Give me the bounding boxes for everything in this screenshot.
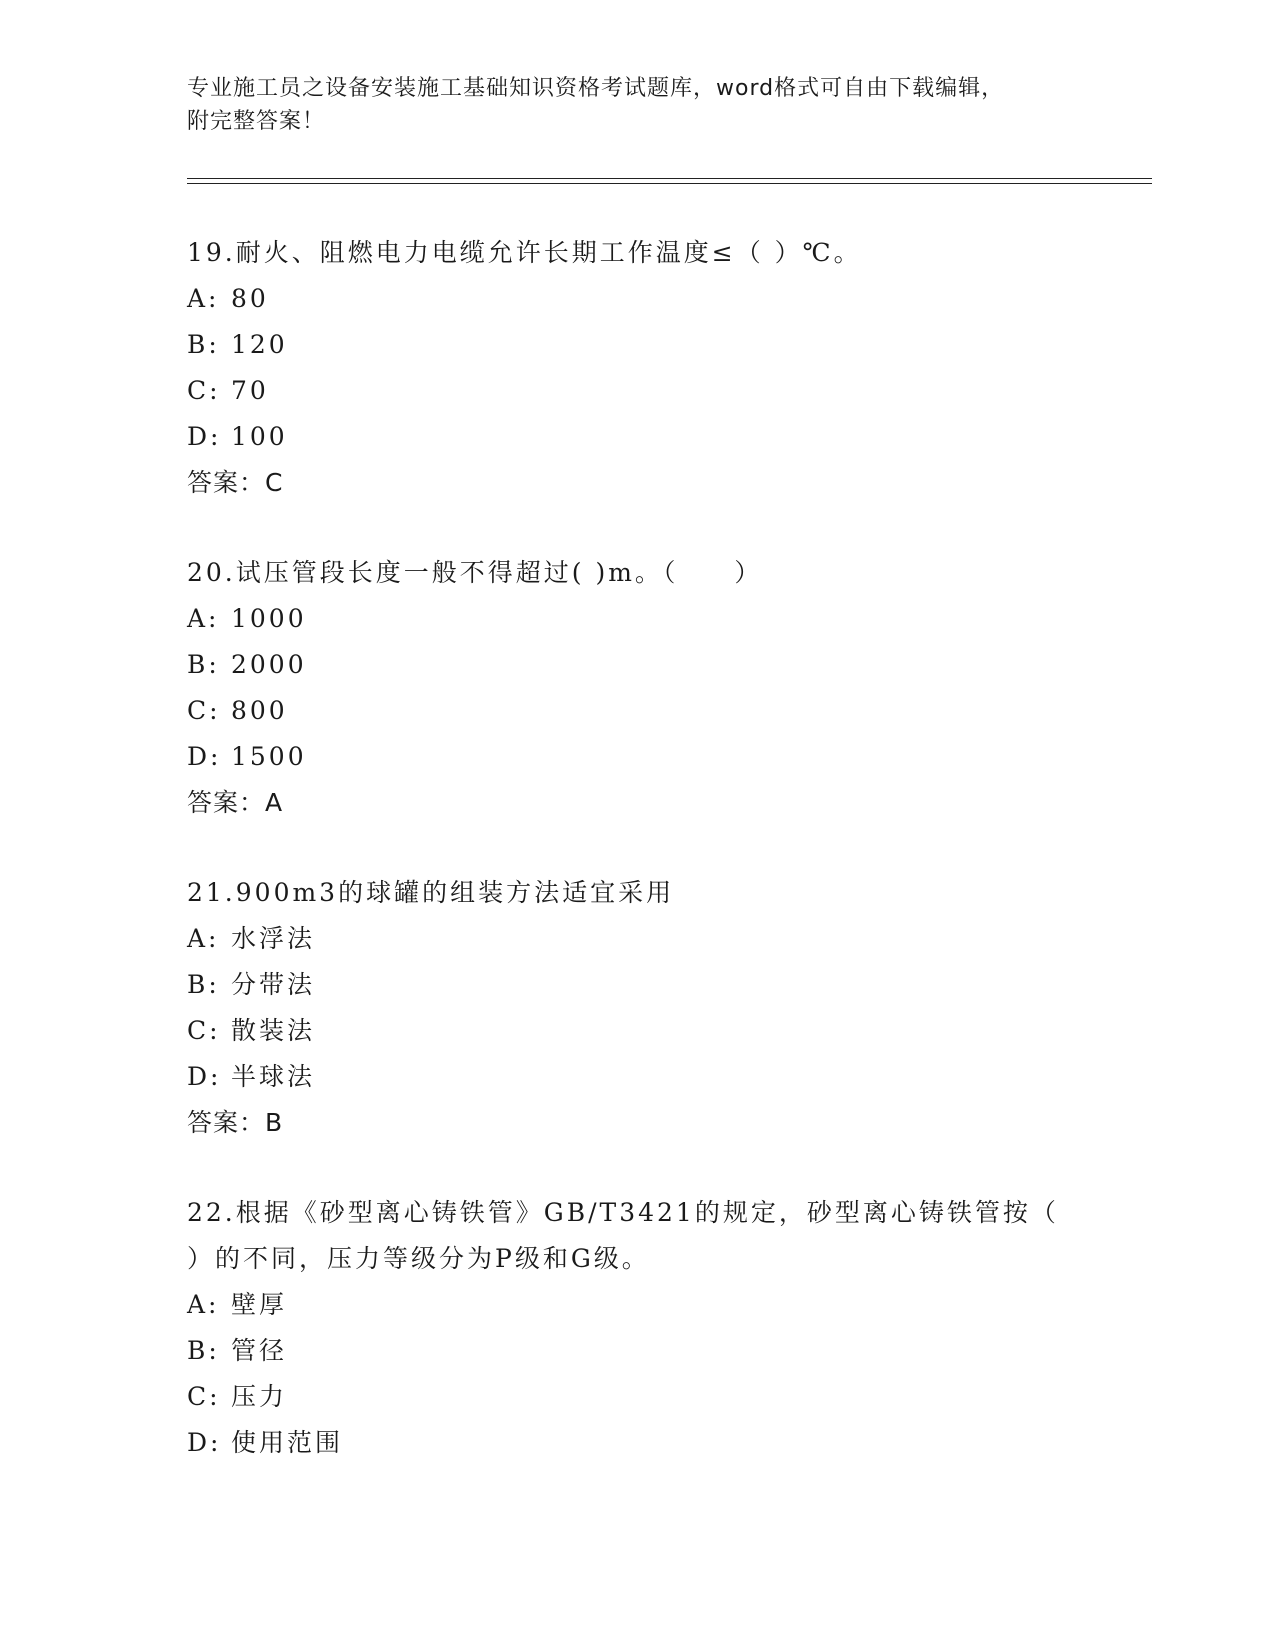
option-d bbox=[187, 1054, 1087, 1100]
question-21 bbox=[187, 870, 1087, 1146]
option-text: 1000 bbox=[231, 604, 307, 633]
option-letter: D: bbox=[187, 422, 222, 451]
option-c bbox=[187, 1008, 1087, 1054]
option-letter: D: bbox=[187, 742, 222, 771]
option-text: 半球法 bbox=[231, 1062, 316, 1091]
option-text: 压力 bbox=[231, 1382, 288, 1411]
option-text: 分带法 bbox=[231, 970, 316, 999]
option-letter: C: bbox=[187, 1382, 221, 1411]
option-text: 壁厚 bbox=[231, 1290, 288, 1319]
answer-label: 答案：C bbox=[187, 468, 284, 497]
option-letter: A: bbox=[187, 1290, 220, 1319]
option-text: 散装法 bbox=[231, 1016, 316, 1045]
option-letter: D: bbox=[187, 1062, 222, 1091]
option-letter: B: bbox=[187, 1336, 220, 1365]
option-text: 120 bbox=[231, 330, 288, 359]
option-c bbox=[187, 688, 1087, 734]
document-header bbox=[187, 72, 1087, 138]
question-stem: 20.试压管段长度一般不得超过( )m。（ ） bbox=[187, 558, 763, 587]
option-letter: C: bbox=[187, 696, 221, 725]
option-c bbox=[187, 368, 1087, 414]
option-b bbox=[187, 322, 1087, 368]
option-letter: A: bbox=[187, 924, 220, 953]
option-text: 管径 bbox=[231, 1336, 288, 1365]
header-line-2: 附完整答案！ bbox=[187, 109, 326, 134]
option-letter: C: bbox=[187, 376, 221, 405]
option-b bbox=[187, 962, 1087, 1008]
question-stem-line-2: ）的不同，压力等级分为P级和G级。 bbox=[187, 1244, 650, 1273]
option-a bbox=[187, 916, 1087, 962]
option-text: 800 bbox=[231, 696, 288, 725]
question-19 bbox=[187, 230, 1087, 506]
answer-label: 答案：A bbox=[187, 788, 284, 817]
question-stem: 19.耐火、阻燃电力电缆允许长期工作温度≤（ ）℃。 bbox=[187, 238, 862, 267]
option-text: 100 bbox=[231, 422, 288, 451]
option-a bbox=[187, 1282, 1087, 1328]
option-letter: C: bbox=[187, 1016, 221, 1045]
header-line-1: 专业施工员之设备安装施工基础知识资格考试题库，word格式可自由下载编辑， bbox=[187, 76, 1005, 101]
option-text: 70 bbox=[231, 376, 269, 405]
option-letter: A: bbox=[187, 284, 220, 313]
option-text: 80 bbox=[231, 284, 269, 313]
question-stem: 21.900m3的球罐的组装方法适宜采用 bbox=[187, 878, 675, 907]
option-letter: D: bbox=[187, 1428, 222, 1457]
option-d bbox=[187, 414, 1087, 460]
option-letter: B: bbox=[187, 970, 220, 999]
option-b bbox=[187, 642, 1087, 688]
answer-label: 答案：B bbox=[187, 1108, 284, 1137]
option-d bbox=[187, 1420, 1087, 1466]
option-a bbox=[187, 276, 1087, 322]
option-text: 2000 bbox=[231, 650, 307, 679]
header-divider-bottom bbox=[187, 183, 1152, 184]
question-22 bbox=[187, 1190, 1087, 1466]
question-stem-line-1: 22.根据《砂型离心铸铁管》GB/T3421的规定，砂型离心铸铁管按（ bbox=[187, 1198, 1059, 1227]
header-divider-top bbox=[187, 178, 1152, 179]
option-b bbox=[187, 1328, 1087, 1374]
option-letter: B: bbox=[187, 330, 220, 359]
option-letter: B: bbox=[187, 650, 220, 679]
option-text: 1500 bbox=[231, 742, 307, 771]
option-c bbox=[187, 1374, 1087, 1420]
question-20 bbox=[187, 550, 1087, 826]
option-text: 水浮法 bbox=[231, 924, 316, 953]
option-letter: A: bbox=[187, 604, 220, 633]
option-text: 使用范围 bbox=[231, 1428, 344, 1457]
option-a bbox=[187, 596, 1087, 642]
option-d bbox=[187, 734, 1087, 780]
